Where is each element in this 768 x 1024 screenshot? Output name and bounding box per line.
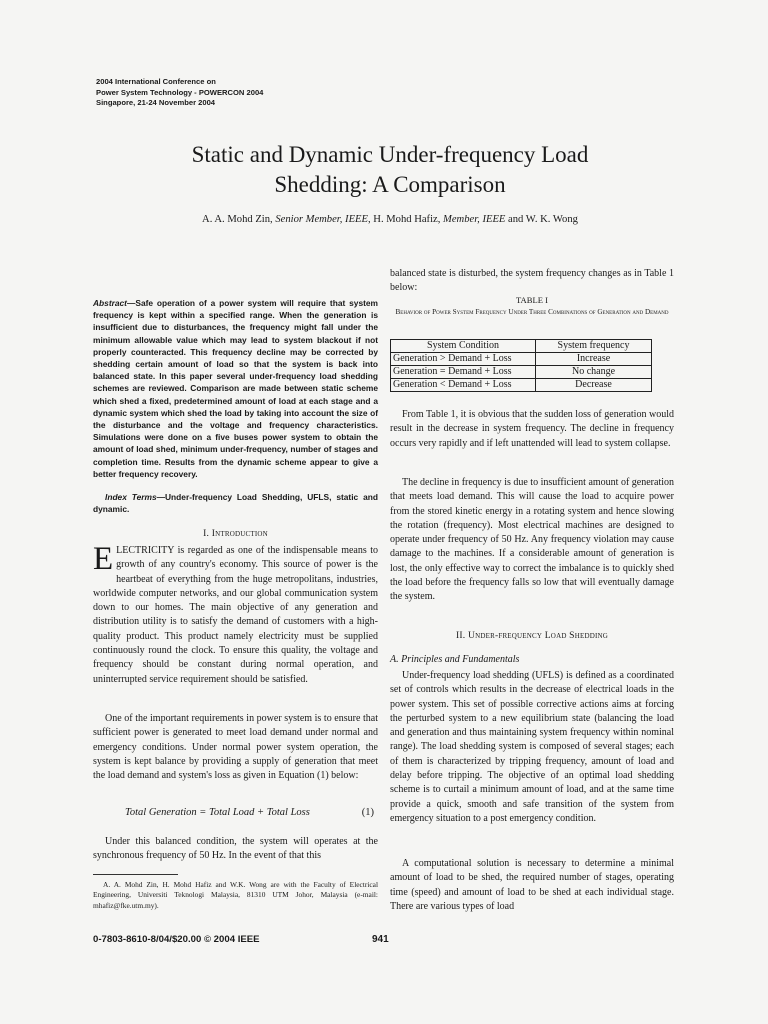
table-cell: Generation = Demand + Loss bbox=[391, 366, 536, 379]
title-line-2: Shedding: A Comparison bbox=[274, 172, 506, 197]
page-number: 941 bbox=[372, 934, 389, 945]
intro-paragraph-3: Under this balanced condition, the system will operates at the synchronous frequency of 50 Hz. In the event of that this bbox=[93, 836, 378, 862]
conference-line-2: Power System Technology - POWERCON 2004 bbox=[96, 87, 264, 97]
table-header-condition: System Condition bbox=[391, 340, 536, 353]
table-header-frequency: System frequency bbox=[536, 340, 652, 353]
table-label: TABLE I bbox=[515, 295, 548, 305]
intro-paragraph-1-text: LECTRICITY is regarded as one of the indispensable means to growth of any country's economy. This source of power is the heartbeat of everything from the huge metropolitans, industries, worldwide computer networks, and our global communication system down to our homes. The main objective of any generation and distribution utility is to satisfy the demand of customers with a high-quality product. This product namely electricity must be supplied continuously round the clock. To ensure this quality, the voltage and frequency should be constant during normal operation, and uninterrupted service requirement should be satisfied. bbox=[93, 545, 378, 685]
intro-paragraph-2: One of the important requirements in power system is to ensure that sufficient power is generated to meet load demand under normal and emergency conditions. Under normal power system operation, the system is kept balance by providing a supply of generation that meet the load demand and system's loss as given in Equation (1) below: bbox=[93, 713, 378, 782]
drop-cap: E bbox=[93, 541, 114, 577]
author-2: , H. Mohd Hafiz, bbox=[368, 214, 444, 225]
equation-text: Total Generation = Total Load + Total Loss bbox=[125, 807, 310, 818]
section-2-heading: II. Under-frequency Load Shedding bbox=[455, 630, 608, 641]
equation-number: (1) bbox=[361, 807, 374, 818]
section-1-heading: I. Introduction bbox=[203, 528, 268, 539]
abstract bbox=[93, 297, 378, 480]
abstract-lead: Abstract bbox=[93, 298, 127, 308]
conference-line-1: 2004 International Conference on bbox=[96, 77, 216, 86]
copyright-footer: 0-7803-8610-8/04/$20.00 © 2004 IEEE bbox=[93, 934, 260, 945]
table-row bbox=[391, 353, 652, 366]
right-intro-text: balanced state is disturbed, the system frequency changes as in Table 1 below: bbox=[390, 268, 674, 294]
conference-header bbox=[96, 77, 263, 109]
footnote-divider bbox=[93, 874, 178, 875]
table-header-row bbox=[391, 340, 652, 353]
intro-paragraph-1 bbox=[93, 541, 378, 687]
index-terms bbox=[93, 491, 378, 515]
right-paragraph-4: A computational solution is necessary to determine a minimal amount of load to be shed, the required number of stages, operating time (speed) and amount of load to be shed at each individual stage. There are various types of load bbox=[390, 858, 674, 912]
subsection-heading: A. Principles and Fundamentals bbox=[390, 654, 520, 665]
frequency-table bbox=[390, 339, 652, 392]
index-terms-text: —Under-frequency Load Shedding, UFLS, static and dynamic. bbox=[93, 492, 379, 514]
paper-title bbox=[90, 140, 690, 200]
table-cell: Increase bbox=[536, 353, 652, 366]
table-row bbox=[391, 379, 652, 392]
right-paragraph-3: Under-frequency load shedding (UFLS) is defined as a coordinated set of controls which results in the decrease of electrical loads in the power system. This set of possible corrective actions aims at forcing the perturbed system to a new equilibrium state (balancing the load and generation and thus maintaining system frequency within nominal range). The load shedding system is composed of several stages; each of them is characterized by tripping frequency, amount of load and delay before tripping. The objective of an optimal load shedding scheme is to curtail a minimum amount of load, and at the same time provide a quick, smooth and safe transition of the system from emergency situation to a post emergency condition. bbox=[390, 670, 674, 824]
table-cell: Generation > Demand + Loss bbox=[391, 353, 536, 366]
author-list bbox=[90, 214, 690, 225]
title-line-1: Static and Dynamic Under-frequency Load bbox=[191, 142, 589, 167]
author-3: and W. K. Wong bbox=[505, 214, 578, 225]
right-paragraph-1: From Table 1, it is obvious that the sudden loss of generation would result in the decrease in system frequency. The decline in frequency occurs very rapidly and if left unattended will lead to system collapse. bbox=[390, 409, 674, 449]
table-cell: Decrease bbox=[536, 379, 652, 392]
table-cell: Generation < Demand + Loss bbox=[391, 379, 536, 392]
right-paragraph-2: The decline in frequency is due to insufficient amount of generation that meets load demand. This will cause the load to acquire power from the stored kinetic energy in a rotating system and hence slowing the rotation (frequency). Most electrical machines are designed to operate under frequency of 50 Hz. Any frequency violation may cause damage to the machines. If a considerable amount of generation is lost, the only effective way to correct the imbalance is to quickly shed the load before the frequency falls so low that will eventually damage the system. bbox=[390, 477, 674, 603]
author-1: A. A. Mohd Zin, bbox=[202, 214, 276, 225]
author-footnote: A. A. Mohd Zin, H. Mohd Hafiz and W.K. Wong are with the Faculty of Electrical Engineering, Universiti Teknologi Malaysia, 81310 UTM Johor, Malaysia (e-mail: mhafiz@fke.utm.my). bbox=[93, 880, 378, 910]
index-terms-lead: Index Terms bbox=[105, 492, 157, 502]
table-caption: Behavior of Power System Frequency Under Three Combinations of Generation and Demand bbox=[395, 308, 669, 316]
author-2-role: Member, IEEE bbox=[443, 214, 506, 225]
table-row bbox=[391, 366, 652, 379]
author-1-role: Senior Member, IEEE bbox=[275, 214, 368, 225]
conference-line-3: Singapore, 21-24 November 2004 bbox=[96, 98, 216, 107]
abstract-text: —Safe operation of a power system will require that system frequency is kept within a specified range. When the generation is insufficient due to disturbances, the frequency might fall under the minimum allowable value which may lead to system blackout if not properly counteracted. This frequency decline may be corrected by shedding certain amount of load so that the system is back into balanced state. In this paper several under-frequency load shedding schemes are reviewed. Comparison are made between static scheme which shed a fixed, predetermined amount of load at each stage and a dynamic system which shed the load by taking into account the size of the disturbance and the voltage and frequency characteristics. Simulations were done on a five buses power system to obtain the amount of load shed, minimum under-frequency, number of stages and completion time. Results from the dynamic scheme appear to give a better frequency recovery. bbox=[93, 298, 378, 479]
table-cell: No change bbox=[536, 366, 652, 379]
